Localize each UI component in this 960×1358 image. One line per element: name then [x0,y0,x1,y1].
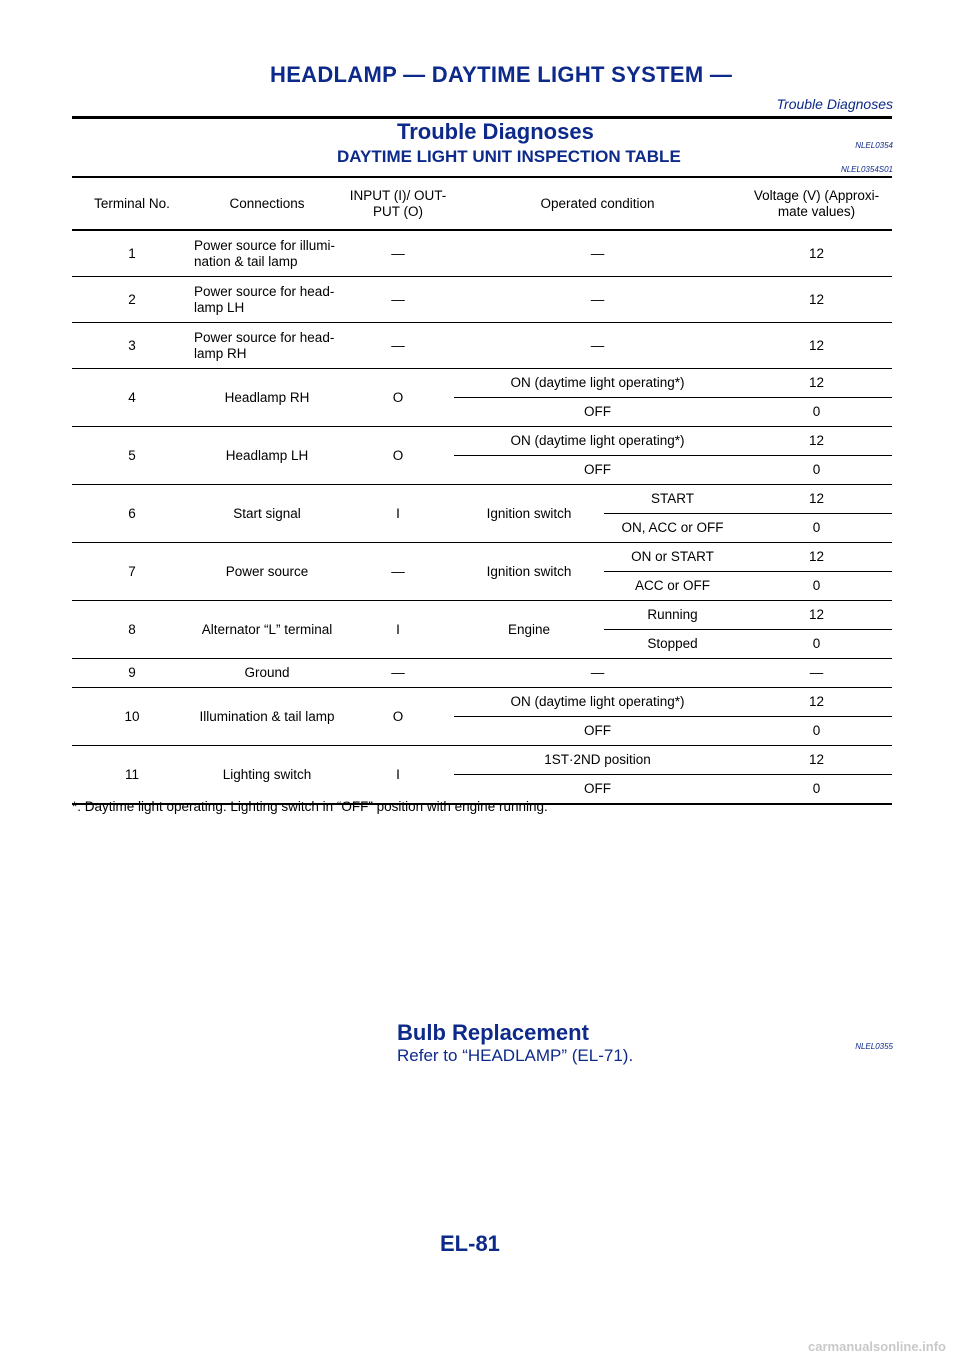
table-title: DAYTIME LIGHT UNIT INSPECTION TABLE [337,147,681,166]
voltage: 0 [812,636,821,651]
connection: Power source for head-lamp RH [194,329,335,361]
condition: Stopped [647,636,698,651]
condition: OFF [584,781,611,796]
header-voltage: Voltage (V) (Approxi-mate values) [753,187,880,219]
bulb-replacement-code: NLEL0355 [855,1042,893,1051]
table-row [72,277,892,323]
connection: Alternator “L” terminal [201,621,333,637]
voltage: 12 [741,427,892,456]
voltage: 12 [741,543,892,572]
connection: Ground [244,665,290,680]
watermark: carmanualsonline.info [808,1339,946,1354]
condition: 1ST·2ND position [454,746,741,775]
io: — [391,245,405,261]
terminal-no: 7 [128,563,136,579]
table-row [72,746,892,775]
voltage: 12 [808,245,825,261]
voltage: 12 [741,485,892,514]
condition: — [590,245,605,261]
io: I [396,621,400,637]
io: O [392,389,404,405]
condition-group: Ignition switch [486,505,572,521]
voltage: 12 [741,688,892,717]
section-code: NLEL0354 [855,141,893,150]
terminal-no: 2 [128,291,136,307]
connection: Power source for head-lamp LH [194,283,335,315]
condition: ACC or OFF [634,578,710,593]
connection: Illumination & tail lamp [199,708,335,724]
condition-group: Ignition switch [486,563,572,579]
table-row [72,601,892,630]
table-row [72,369,892,398]
table-footnote: *: Daytime light operating: Lighting switch in “OFF” position with engine running. [72,799,548,814]
condition: — [590,665,605,680]
inspection-table [72,176,892,805]
table-row [72,688,892,717]
header-condition: Operated condition [540,195,655,211]
page-header-title: HEADLAMP — DAYTIME LIGHT SYSTEM — [270,62,733,87]
connection: Headlamp LH [225,447,309,463]
terminal-no: 9 [128,665,136,680]
connection: Start signal [233,505,301,521]
io: I [396,505,400,521]
table-header-row [72,177,892,230]
condition: START [604,485,741,514]
condition-group: Engine [507,621,551,637]
voltage: 0 [812,520,821,535]
table-row [72,543,892,572]
voltage: 0 [812,578,821,593]
table-row [72,230,892,277]
voltage: 0 [812,781,821,796]
condition: OFF [584,462,611,477]
io: O [392,708,404,724]
terminal-no: 6 [128,505,136,521]
terminal-no: 10 [124,708,140,724]
terminal-no: 4 [128,389,136,405]
io: — [391,665,405,680]
terminal-no: 3 [128,337,136,353]
terminal-no: 1 [128,245,136,261]
io: O [392,447,404,463]
io: — [391,337,405,353]
condition: OFF [584,723,611,738]
condition: ON (daytime light operating*) [454,688,741,717]
voltage: 12 [741,369,892,398]
terminal-no: 8 [128,621,136,637]
table-row [72,323,892,369]
connection: Power source [225,563,309,579]
voltage: 0 [812,462,821,477]
voltage: 0 [812,723,821,738]
table-row [72,485,892,514]
page-number: EL-81 [440,1231,500,1256]
condition: ON or START [604,543,741,572]
table-row [72,659,892,688]
bulb-replacement-reference: Refer to “HEADLAMP” (EL-71). [397,1046,634,1065]
connection: Lighting switch [222,766,312,782]
io: — [391,291,405,307]
table-row [72,427,892,456]
page-header-subtitle: Trouble Diagnoses [776,96,893,112]
header-terminal: Terminal No. [94,195,170,211]
header-connections: Connections [229,195,305,211]
terminal-no: 11 [124,766,139,782]
voltage: 0 [812,404,821,419]
condition: ON, ACC or OFF [621,520,724,535]
header-io: INPUT (I)/ OUT-PUT (O) [349,187,447,219]
table-code: NLEL0354S01 [840,165,893,174]
condition: Running [604,601,741,630]
section-title: Trouble Diagnoses [397,119,594,144]
voltage: 12 [808,337,825,353]
io: I [396,766,400,782]
io: — [391,563,405,579]
terminal-no: 5 [128,447,136,463]
connection: Headlamp RH [224,389,310,405]
condition: — [590,291,605,307]
condition: OFF [584,404,611,419]
connection: Power source for illumi-nation & tail lamp [194,237,336,269]
voltage: 12 [808,291,825,307]
bulb-replacement-title: Bulb Replacement [397,1020,589,1045]
voltage: 12 [741,601,892,630]
condition: ON (daytime light operating*) [454,427,741,456]
condition: — [590,337,605,353]
voltage: 12 [741,746,892,775]
voltage: — [809,665,824,680]
condition: ON (daytime light operating*) [454,369,741,398]
